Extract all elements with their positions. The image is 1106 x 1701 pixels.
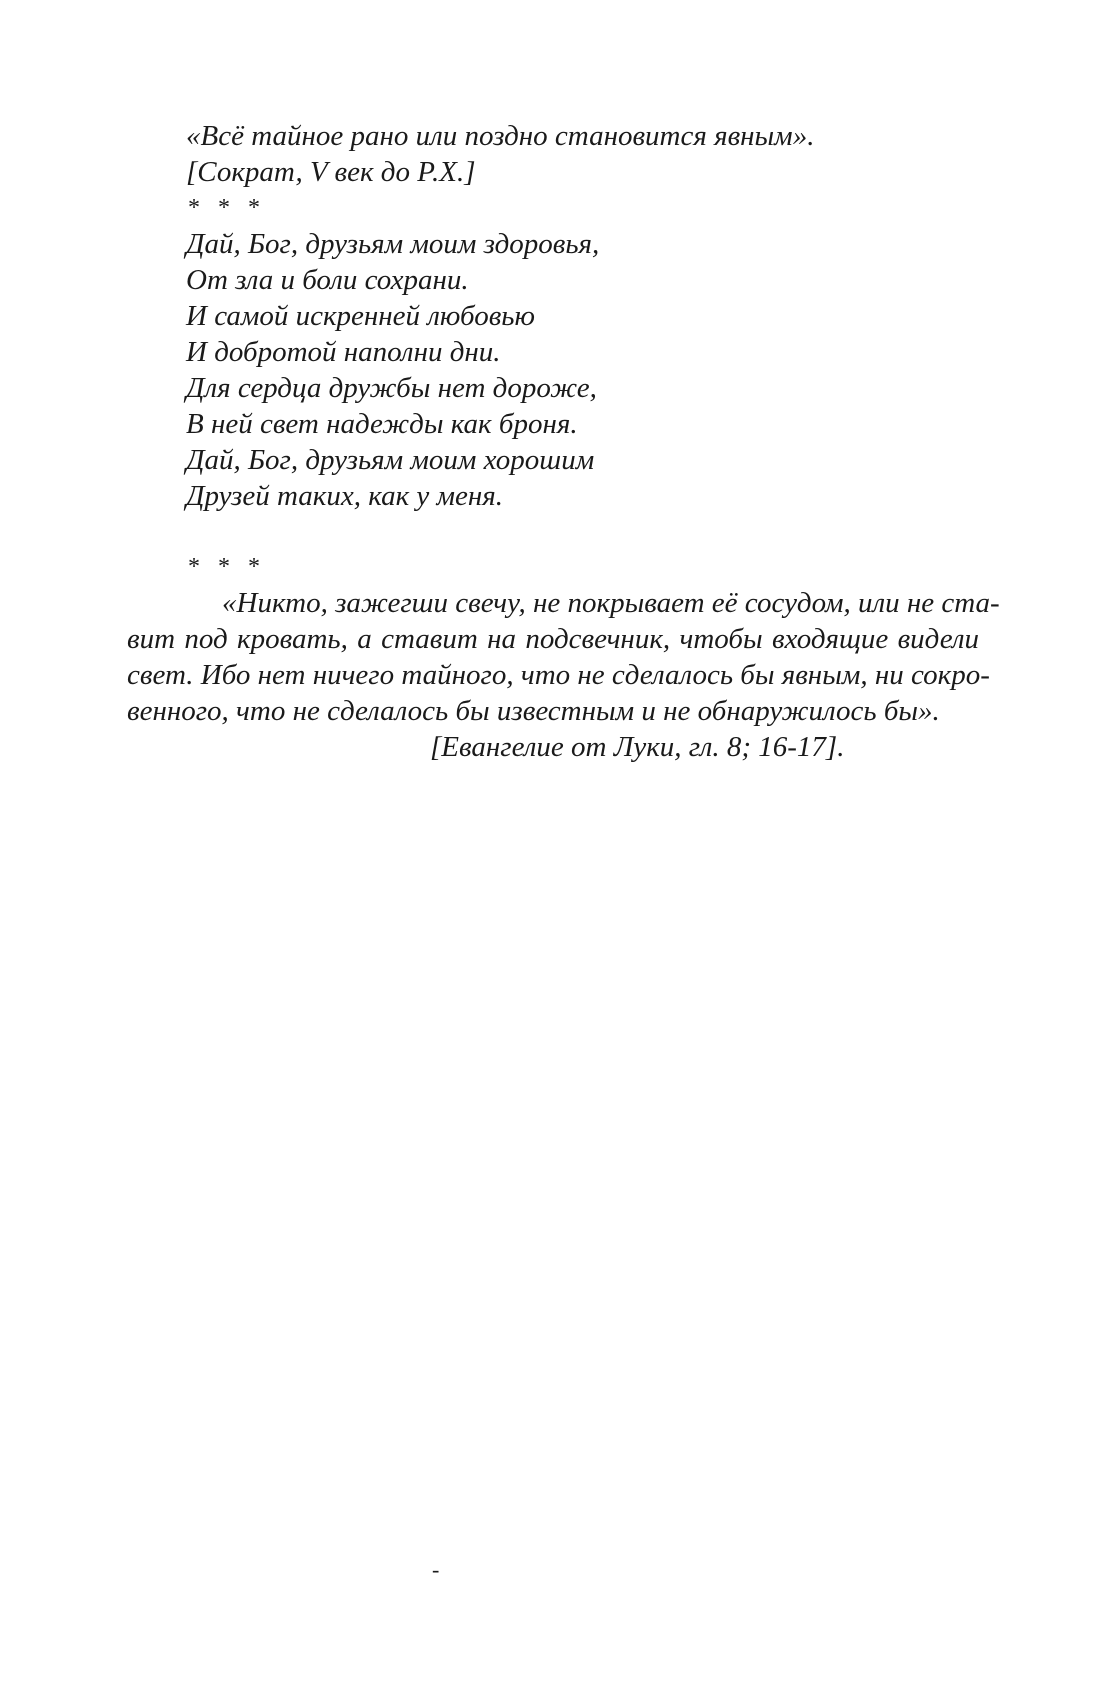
poem-line: И добротой наполни дни. bbox=[186, 336, 501, 368]
epigraph-quote: «Всё тайное рано или поздно становится явным». bbox=[186, 120, 815, 152]
section-separator: * * * bbox=[188, 195, 260, 221]
section-separator: * * * bbox=[188, 554, 260, 580]
poem-line: В ней свет надежды как броня. bbox=[186, 408, 578, 440]
gospel-quote-line: «Никто, зажегши свечу, не покрывает её сосудом, или не ста- bbox=[222, 587, 1000, 619]
poem-line: И самой искренней любовью bbox=[186, 300, 535, 332]
poem-line: От зла и боли сохрани. bbox=[186, 264, 469, 296]
page-mark: - bbox=[432, 1557, 440, 1582]
poem-line: Дай, Бог, друзьям моим здоровья, bbox=[186, 228, 600, 260]
gospel-quote-line: вит под кровать, а ставит на подсвечник, чтобы входящие видели bbox=[127, 623, 979, 655]
poem-line: Дай, Бог, друзьям моим хорошим bbox=[186, 444, 595, 476]
poem-line: Друзей таких, как у меня. bbox=[186, 480, 504, 512]
poem-line: Для сердца дружбы нет дороже, bbox=[186, 372, 597, 404]
epigraph-source: [Сократ, V век до Р.Х.] bbox=[186, 156, 476, 188]
gospel-quote-line: свет. Ибо нет ничего тайного, что не сделалось бы явным, ни сокро- bbox=[127, 659, 990, 691]
gospel-quote-line: венного, что не сделалось бы известным и не обнаружилось бы». bbox=[127, 695, 940, 727]
gospel-quote-source: [Евангелие от Луки, гл. 8; 16-17]. bbox=[430, 731, 845, 763]
